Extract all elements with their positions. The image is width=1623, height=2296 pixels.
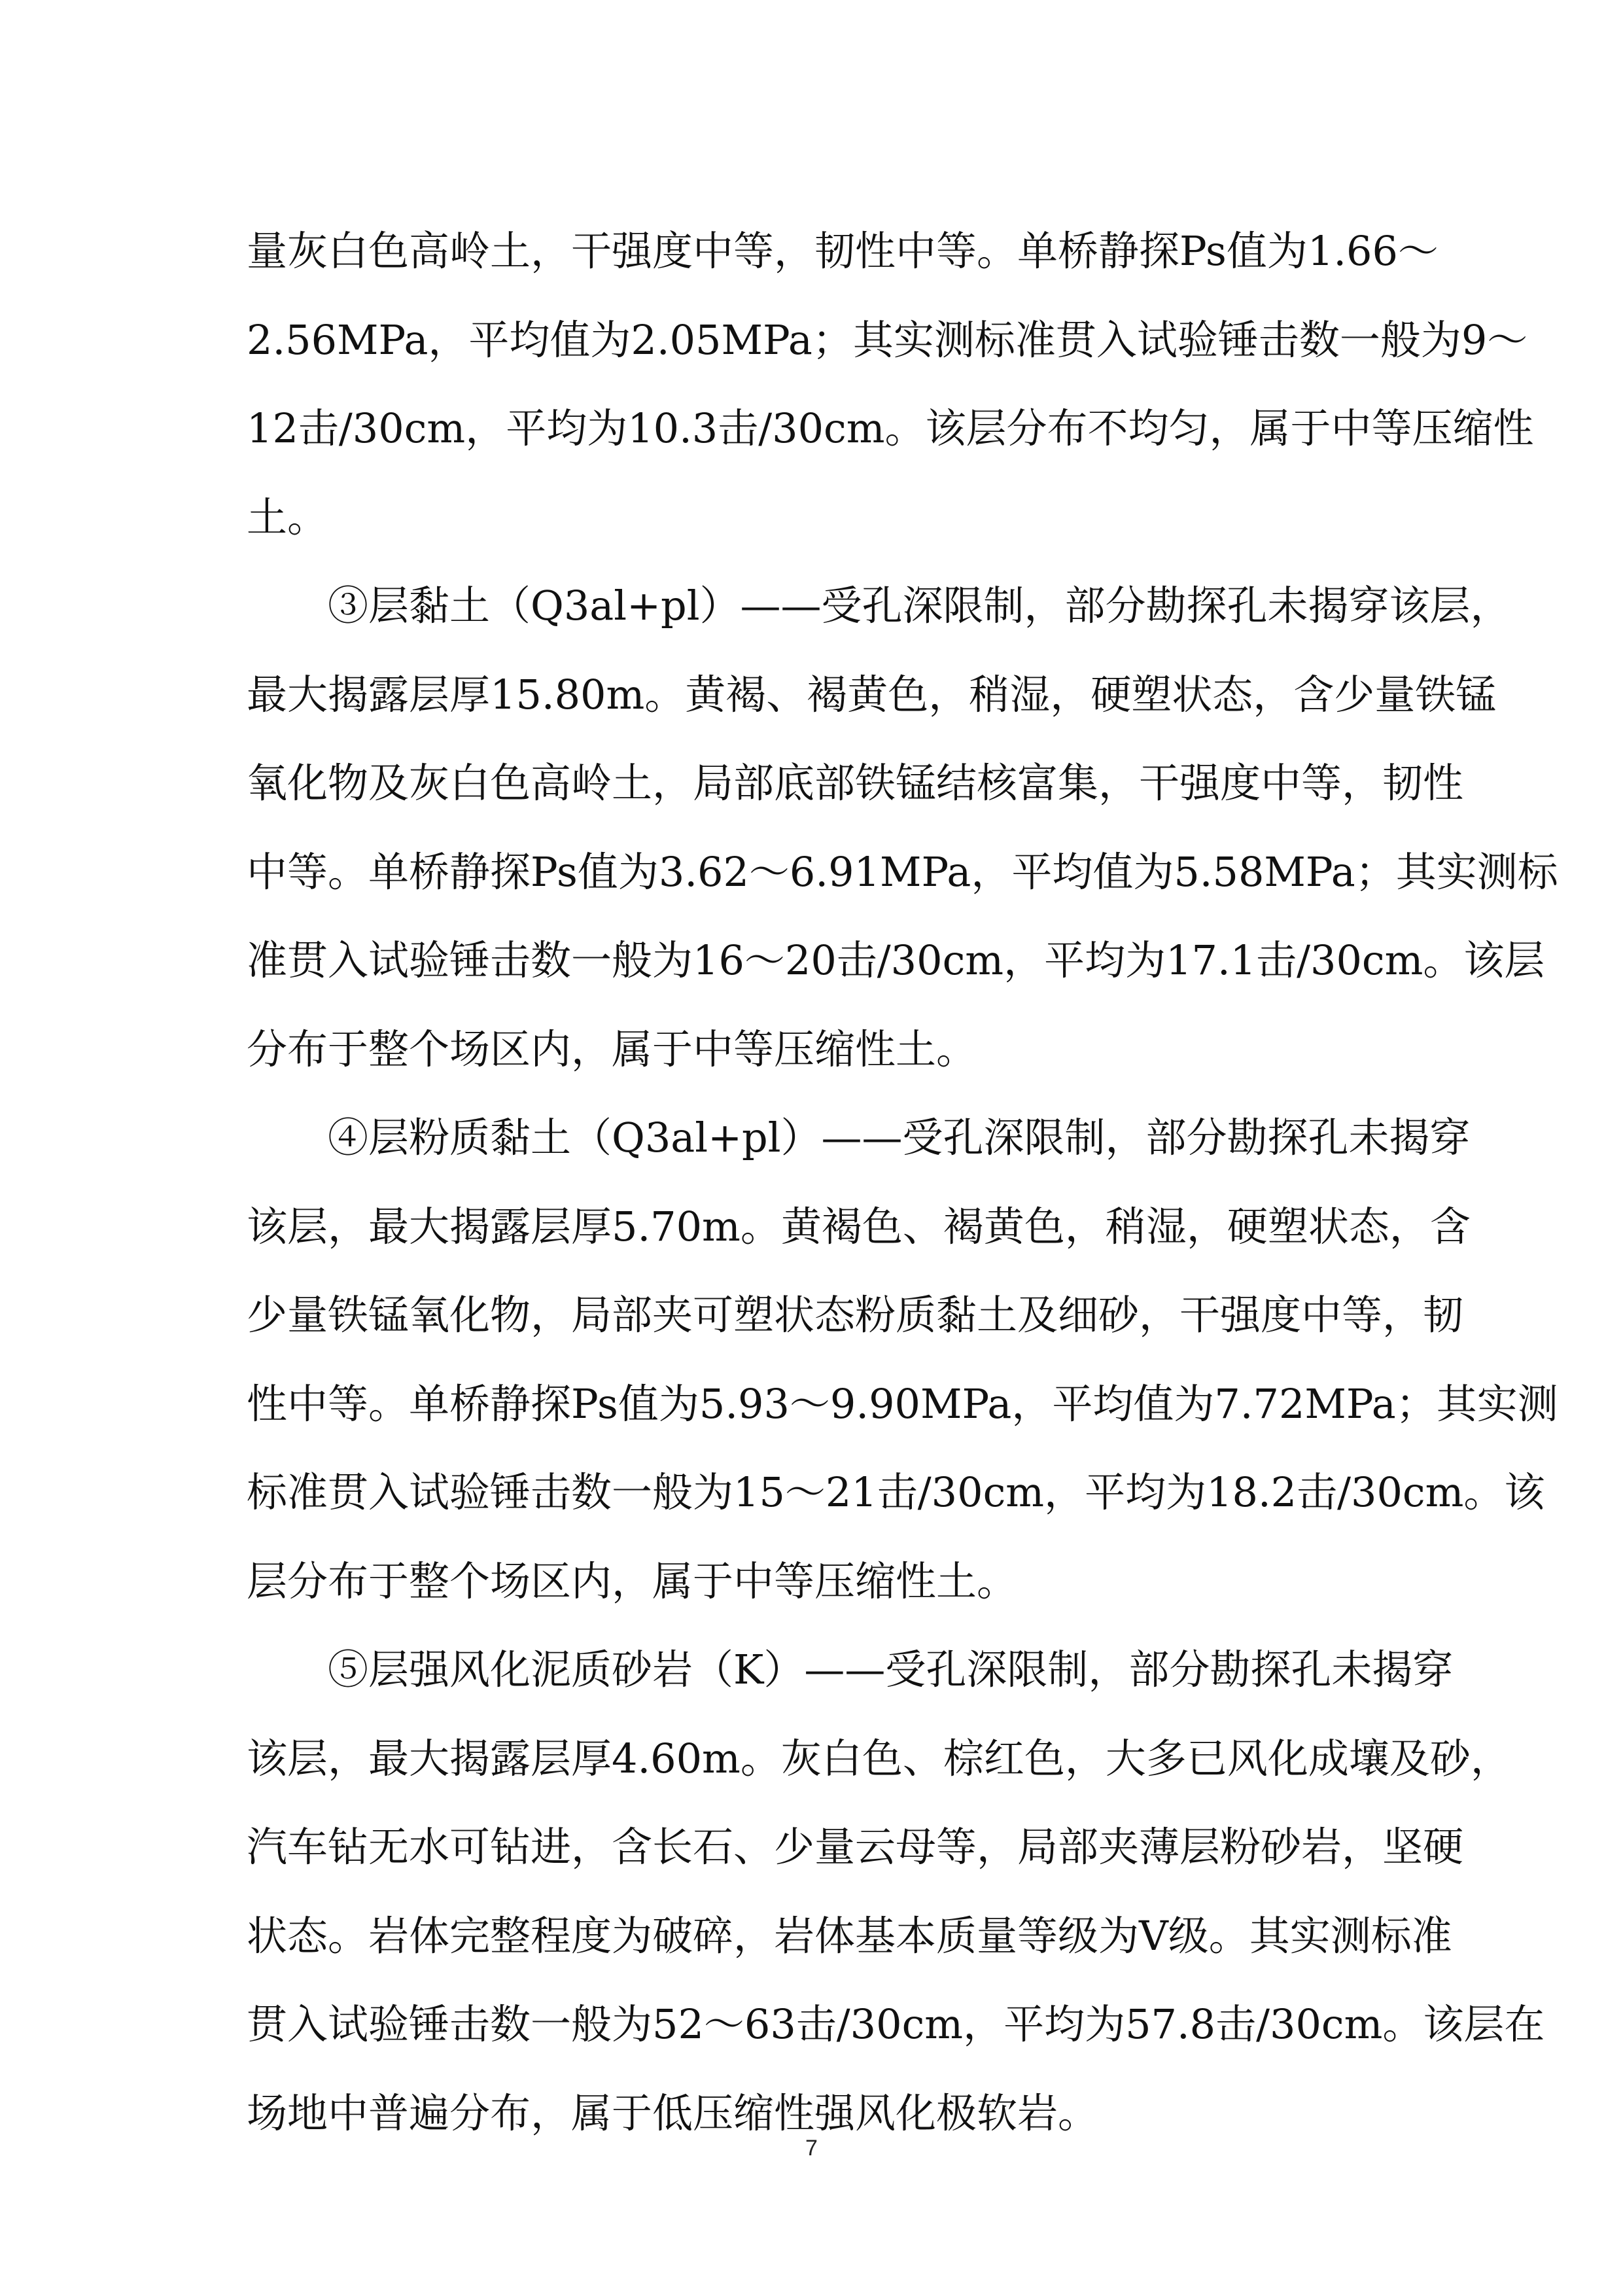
page-number: 7 — [805, 2136, 818, 2161]
text-line: 性中等。单桥静探Ps值为5.93～9.90MPa，平均值为7.72MPa；其实测 — [247, 1379, 1558, 1428]
text-line: 分布于整个场区内，属于中等压缩性土。 — [247, 1025, 977, 1073]
text-line: 该层，最大揭露层厚4.60m。灰白色、棕红色，大多已风化成壤及砂， — [247, 1734, 1511, 1782]
text-line: 标准贯入试验锤击数一般为15～21击/30cm，平均为18.2击/30cm。该 — [247, 1468, 1545, 1516]
body-text — [247, 207, 1558, 2157]
text-line: 准贯入试验锤击数一般为16～20击/30cm，平均为17.1击/30cm。该层 — [247, 936, 1545, 984]
text-line: ⑤层强风化泥质砂岩（K）——受孔深限制，部分勘探孔未揭穿 — [328, 1646, 1454, 1693]
text-line: 层分布于整个场区内，属于中等压缩性土。 — [247, 1557, 1018, 1605]
text-line: 少量铁锰氧化物，局部夹可塑状态粉质黏土及细砂，干强度中等，韧 — [247, 1291, 1464, 1339]
text-line: 该层，最大揭露层厚5.70m。黄褐色、褐黄色，稍湿，硬塑状态，含 — [247, 1202, 1471, 1250]
paragraph-continuation — [247, 207, 1534, 561]
text-line: 2.56MPa，平均值为2.05MPa；其实测标准贯入试验锤击数一般为9～ — [247, 315, 1528, 364]
text-line: 12击/30cm，平均为10.3击/30cm。该层分布不均匀，属于中等压缩性 — [247, 404, 1534, 452]
text-line: 土。 — [247, 493, 328, 541]
text-line: 贯入试验锤击数一般为52～63击/30cm，平均为57.8击/30cm。该层在 — [247, 2000, 1545, 2048]
text-line: ③层黏土（Q3al+pl）——受孔深限制，部分勘探孔未揭穿该层， — [328, 582, 1511, 629]
text-line: 场地中普遍分布，属于低压缩性强风化极软岩。 — [247, 2089, 1099, 2137]
text-line: 量灰白色高岭土，干强度中等，韧性中等。单桥静探Ps值为1.66～ — [247, 227, 1439, 275]
paragraph-layer-4 — [247, 1093, 1558, 1625]
text-line: 状态。岩体完整程度为破碎，岩体基本质量等级为Ⅴ级。其实测标准 — [247, 1911, 1452, 1960]
text-line: 中等。单桥静探Ps值为3.62～6.91MPa，平均值为5.58MPa；其实测标 — [247, 847, 1558, 896]
text-line: ④层粉质黏土（Q3al+pl）——受孔深限制，部分勘探孔未揭穿 — [328, 1114, 1471, 1161]
text-line: 最大揭露层厚15.80m。黄褐、褐黄色，稍湿，硬塑状态，含少量铁锰 — [247, 670, 1497, 718]
paragraph-layer-5 — [247, 1625, 1545, 2157]
paragraph-layer-3 — [247, 561, 1558, 1093]
text-line: 汽车钻无水可钻进，含长石、少量云母等，局部夹薄层粉砂岩，坚硬 — [247, 1823, 1464, 1871]
text-line: 氧化物及灰白色高岭土，局部底部铁锰结核富集，干强度中等，韧性 — [247, 759, 1464, 807]
